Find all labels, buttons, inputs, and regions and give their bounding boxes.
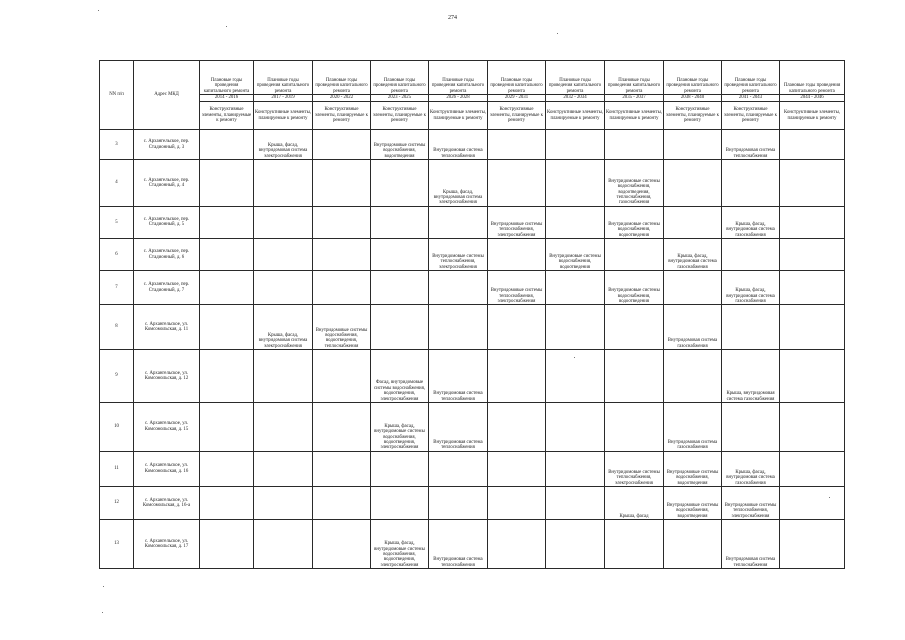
scan-speck [226,26,227,27]
repair-cell [488,305,546,350]
repair-cell: Внутридомовая система теплоснабжения [429,349,488,402]
scan-speck [557,33,558,34]
repair-cell: Крыша, фасад, внутридомовая система электроснабжения [429,160,488,207]
repair-cell [780,402,845,451]
repair-cell [313,238,371,270]
repair-cell [546,486,605,519]
row-address: с. Архангельское, ул. Комсомольская, д. 12 [134,349,200,402]
repair-cell [371,271,429,305]
repair-cell [313,486,371,519]
period-title-5: Плановые годы проведения капитального ремонта [488,61,546,95]
repair-cell: Внутридомовые системы теплоснабжения, электроснабжения [722,486,780,519]
row-number: 5 [100,206,134,238]
repair-cell [546,520,605,569]
address-header: Адрес МКД [134,61,200,130]
repair-cell [200,451,254,486]
repair-cell [664,271,722,305]
row-address: с. Архангельское, ул. Комсомольская, д. 16-а [134,486,200,519]
period-years-6: 2032 - 2034 [546,95,605,102]
repair-cell [488,402,546,451]
repair-cell: Крыша, фасад, внутридомовая система газоснабжения [722,451,780,486]
row-number: 12 [100,486,134,519]
repair-cell: Крыша, фасад [605,486,664,519]
repair-cell: Внутридомовые системы теплоснабжения, электроснабжения [605,451,664,486]
repair-cell: Внутридомовые системы водоснабжения, водоотведения [546,238,605,270]
row-address: с. Архангельское, ул. Комсомольская, д. 16 [134,451,200,486]
repair-cell [200,402,254,451]
repair-cell [429,486,488,519]
repair-cell [313,451,371,486]
row-address: с. Архангельское, ул. Комсомольская, д. 11 [134,305,200,350]
repair-cell [722,402,780,451]
repair-cell [780,451,845,486]
repair-cell [254,238,313,270]
row-address: с. Архангельское, ул. Комсомольская, д. 17 [134,520,200,569]
repair-cell [488,160,546,207]
repair-cell [664,520,722,569]
repair-cell [200,206,254,238]
repair-cell [488,451,546,486]
period-elements-7: Конструктивные элементы, планируемые к ремонту [605,102,664,130]
period-elements-9: Конструктивные элементы, планируемые к ремонту [722,102,780,130]
repair-cell [605,520,664,569]
repair-cell [200,160,254,207]
repair-cell: Крыша, фасад, внутридомовая система газоснабжения [722,271,780,305]
repair-cell: Внутридомовые системы теплоснабжения, электроснабжения [429,238,488,270]
repair-cell: Внутридомовые системы водоснабжения, водоотведения [371,130,429,160]
repair-cell: Внутридомовая система теплоснабжения [722,130,780,160]
repair-cell [488,520,546,569]
row-address: с. Архангельское, пер. Стадионный, д. 5 [134,206,200,238]
period-title-6: Плановые годы проведения капитального ремонта [546,61,605,95]
repair-cell [546,130,605,160]
period-elements-6: Конструктивные элементы, планируемые к ремонту [546,102,605,130]
table-row [100,402,845,451]
row-number: 11 [100,451,134,486]
repair-cell: Внутридомовая система газоснабжения [664,305,722,350]
repair-cell [488,486,546,519]
repair-schedule-table [99,60,845,569]
row-address: с. Архангельское, пер. Стадионный, д. 3 [134,130,200,160]
repair-cell [664,206,722,238]
repair-cell: Крыша, фасад, внутридомовая система газоснабжения [722,206,780,238]
repair-cell [780,305,845,350]
repair-cell [200,305,254,350]
repair-cell [546,305,605,350]
repair-cell [371,160,429,207]
table-row [100,486,845,519]
repair-cell [605,349,664,402]
repair-cell [664,130,722,160]
row-number: 6 [100,238,134,270]
row-address: с. Архангельское, ул. Комсомольская, д. 15 [134,402,200,451]
table-row [100,160,845,207]
period-elements-8: Конструктивные элементы, планируемые к ремонту [664,102,722,130]
repair-cell [488,349,546,402]
repair-cell [313,271,371,305]
period-years-8: 2038 - 2040 [664,95,722,102]
period-years-7: 2035 - 2037 [605,95,664,102]
period-elements-3: Конструктивные элементы, планируемые к ремонту [371,102,429,130]
repair-cell [546,451,605,486]
repair-cell [313,520,371,569]
repair-cell: Крыша, фасад, внутридомовая система газоснабжения [664,238,722,270]
table-row [100,451,845,486]
period-elements-5: Конструктивные элементы, планируемые к ремонту [488,102,546,130]
repair-cell [200,130,254,160]
scan-speck [98,10,99,11]
period-elements-1: Конструктивные элементы, планируемые к ремонту [254,102,313,130]
repair-cell [254,206,313,238]
repair-cell [254,160,313,207]
repair-cell [254,451,313,486]
repair-cell [780,160,845,207]
row-number: 9 [100,349,134,402]
repair-cell [371,206,429,238]
repair-cell [254,402,313,451]
period-elements-0: Конструктивные элементы, планируемые к ремонту [200,102,254,130]
repair-cell [313,206,371,238]
row-number: 10 [100,402,134,451]
repair-cell: Внутридомовые системы водоснабжения, водоотведения, теплоснабжения [313,305,371,350]
repair-cell [200,486,254,519]
repair-cell [371,238,429,270]
row-number: 8 [100,305,134,350]
repair-cell: Внутридомовые системы теплоснабжения, электроснабжения [488,206,546,238]
repair-cell [546,402,605,451]
period-title-7: Плановые годы проведения капитального ремонта [605,61,664,95]
repair-cell [429,451,488,486]
repair-cell [371,451,429,486]
table-row [100,305,845,350]
repair-cell: Крыша, фасад, внутридомовые системы водоснабжения, водоотведения, электроснабжения [371,520,429,569]
repair-cell: Внутридомовые системы теплоснабжения, электроснабжения [488,271,546,305]
repair-cell [429,271,488,305]
repair-cell [488,238,546,270]
repair-cell [780,486,845,519]
num-header: NN п/п [100,61,134,130]
repair-cell [780,238,845,270]
row-address: с. Архангельское, пер. Стадионный, д. 6 [134,238,200,270]
repair-cell: Внутридомовая система теплоснабжения [722,520,780,569]
repair-cell [313,160,371,207]
period-title-4: Плановые годы проведения капитального ремонта [429,61,488,95]
period-title-2: Плановые годы проведения капитального ремонта [313,61,371,95]
row-number: 4 [100,160,134,207]
repair-cell: Внутридомовая система теплоснабжения [429,402,488,451]
repair-cell [371,305,429,350]
row-number: 7 [100,271,134,305]
period-years-4: 2026 - 2028 [429,95,488,102]
repair-cell [371,486,429,519]
scan-speck [829,497,830,498]
repair-cell [780,130,845,160]
repair-cell [254,349,313,402]
repair-cell [605,402,664,451]
repair-cell [722,305,780,350]
repair-cell [200,238,254,270]
scan-speck [102,612,103,613]
scan-speck [103,586,104,587]
row-address: с. Архангельское, пер. Стадионный, д. 7 [134,271,200,305]
scan-speck [574,357,575,358]
repair-cell [254,520,313,569]
period-title-1: Плановые годы проведения капитального ремонта [254,61,313,95]
period-years-2: 2020 - 2022 [313,95,371,102]
page-number: 274 [448,15,457,21]
repair-cell: Внутридомовые системы водоснабжения, водоотведения [664,451,722,486]
repair-cell [780,206,845,238]
table-row [100,271,845,305]
period-title-10: Плановые годы проведения капитального ремонта [780,61,845,95]
repair-cell: Внутридомовая система газоснабжения [664,402,722,451]
table-row [100,206,845,238]
period-elements-4: Конструктивные элементы, планируемые к ремонту [429,102,488,130]
repair-cell: Внутридомовые системы водоснабжения, водоотведения, теплоснабжения, газоснабжения [605,160,664,207]
repair-cell [313,130,371,160]
period-title-0: Плановые годы проведения капитального ремонта [200,61,254,95]
repair-cell [605,130,664,160]
repair-cell [546,160,605,207]
table-row [100,238,845,270]
row-number: 13 [100,520,134,569]
repair-cell [200,520,254,569]
repair-cell [546,206,605,238]
repair-cell [254,271,313,305]
period-title-9: Плановые годы проведения капитального ремонта [722,61,780,95]
repair-cell: Внутридомовая система теплоснабжения [429,130,488,160]
repair-cell: Крыша, фасад, внутридомовая система электроснабжения [254,305,313,350]
repair-cell [780,520,845,569]
row-number: 3 [100,130,134,160]
repair-cell [605,305,664,350]
repair-cell: Крыша, фасад, внутридомовые системы водоснабжения, водоотведения, электроснабжения [371,402,429,451]
table-row [100,130,845,160]
period-years-9: 2041 - 2043 [722,95,780,102]
period-title-8: Плановые годы проведения капитального ремонта [664,61,722,95]
repair-cell [488,130,546,160]
period-years-3: 2023 - 2025 [371,95,429,102]
period-title-3: Плановые годы проведения капитального ремонта [371,61,429,95]
repair-cell [780,349,845,402]
repair-cell [722,238,780,270]
repair-cell [546,349,605,402]
period-years-0: 2014 - 2016 [200,95,254,102]
repair-cell [429,305,488,350]
repair-cell [429,206,488,238]
repair-cell: Внутридомовые системы водоснабжения, водоотведения [605,271,664,305]
row-address: с. Архангельское, пер. Стадионный, д. 4 [134,160,200,207]
repair-cell [546,271,605,305]
repair-cell [200,271,254,305]
table-row [100,349,845,402]
repair-cell: Крыша, фасад, внутридомовая система электроснабжения [254,130,313,160]
repair-cell: Внутридомовая система теплоснабжения [429,520,488,569]
repair-cell [780,271,845,305]
repair-cell: Внутридомовые системы водоснабжения, водоотведения [605,206,664,238]
repair-cell [254,486,313,519]
repair-cell: Фасад, внутридомовые системы водоснабжения, водоотведения, электроснабжения [371,349,429,402]
repair-cell [664,160,722,207]
period-elements-10: Конструктивные элементы, планируемые к ремонту [780,102,845,130]
period-elements-2: Конструктивные элементы, планируемые к ремонту [313,102,371,130]
period-years-10: 2044 - 2046 [780,95,845,102]
repair-cell [313,402,371,451]
period-years-5: 2029 - 2031 [488,95,546,102]
repair-cell: Крыша, внутридомовая система газоснабжения [722,349,780,402]
repair-cell [200,349,254,402]
table-row [100,520,845,569]
repair-cell [605,238,664,270]
repair-cell: Внутридомовые системы водоснабжения, водоотведения [664,486,722,519]
repair-cell [664,349,722,402]
repair-cell [313,349,371,402]
repair-cell [722,160,780,207]
period-years-1: 2017 - 2019 [254,95,313,102]
